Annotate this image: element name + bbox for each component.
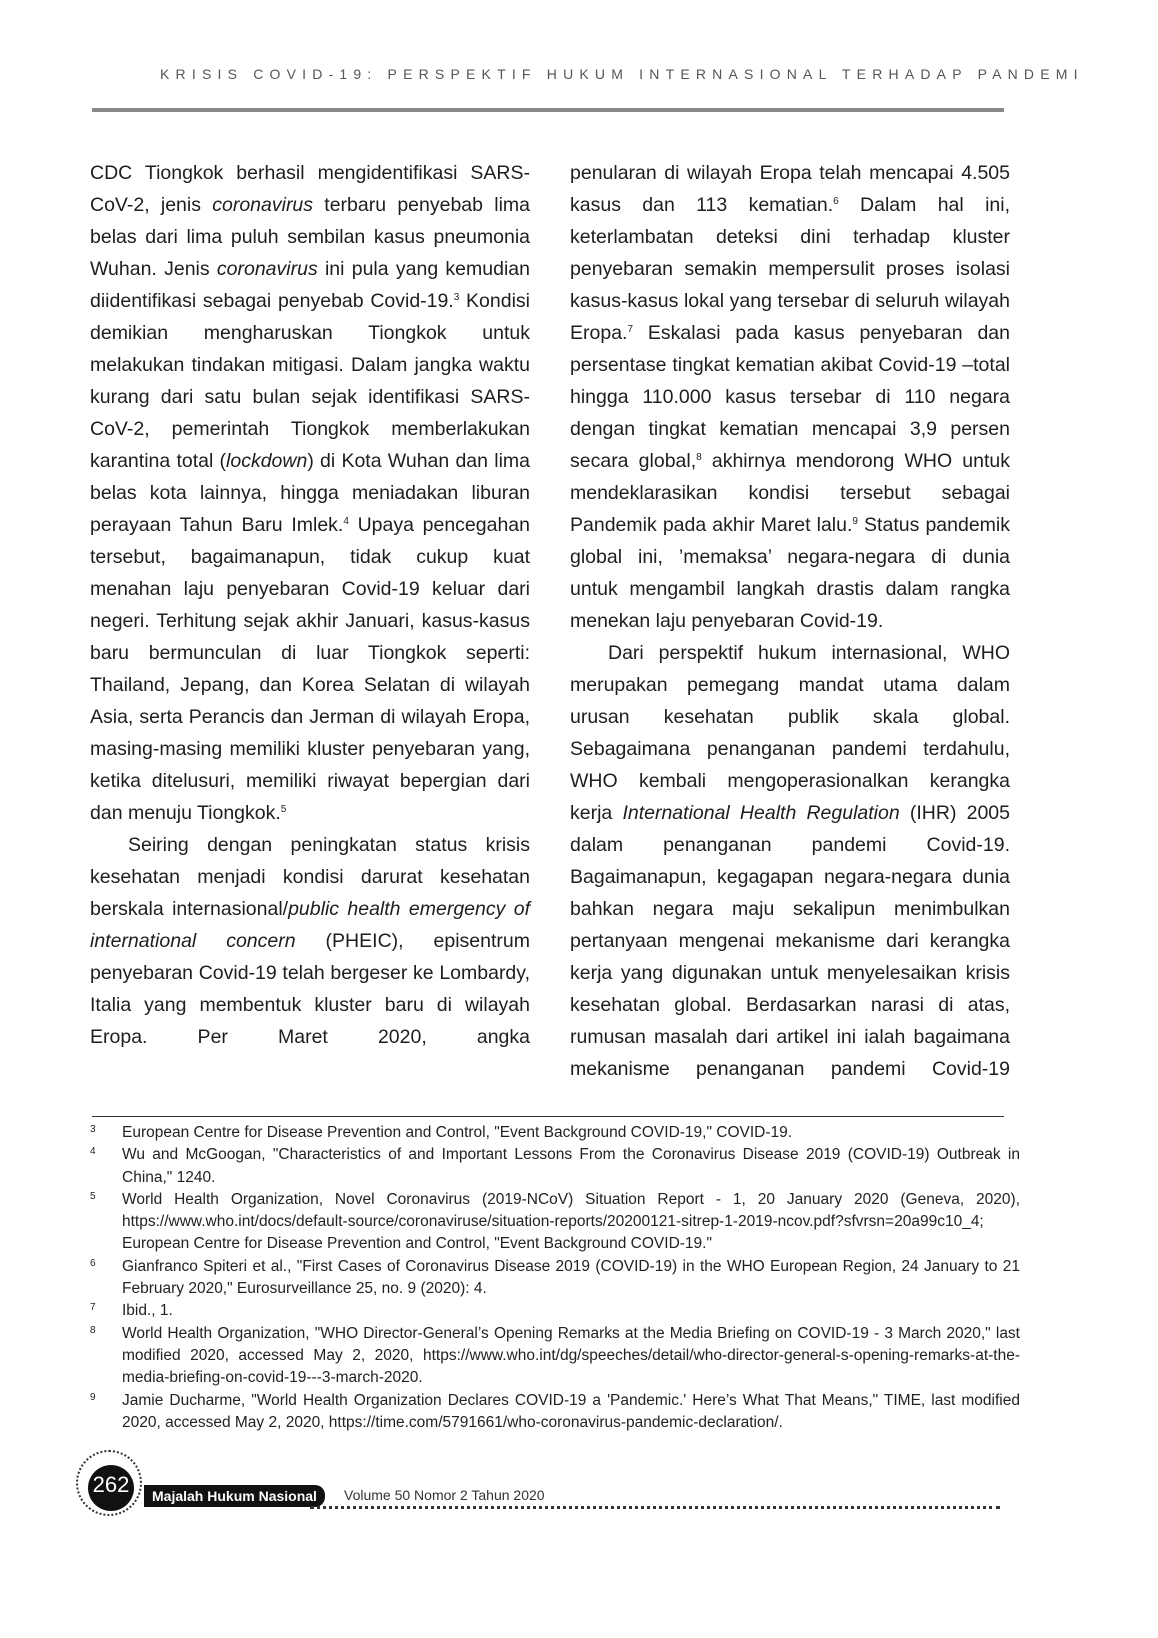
footnote	[90, 1122, 1020, 1144]
right-column	[570, 157, 1010, 1085]
text-run: Seiring dengan peningkatan status krisis kesehatan menjadi kondisi darurat kesehatan berskala internasional/	[90, 834, 530, 920]
footnote-rule	[92, 1116, 1004, 1117]
text-run: coronavirus	[216, 258, 318, 280]
footnote	[90, 1144, 1020, 1189]
footnote-number: 5	[90, 1190, 96, 1202]
text-run: penularan di wilayah Eropa telah mencapai 4.505 kasus dan 113 kematian.	[570, 162, 1010, 216]
text-run: coronavirus	[212, 194, 314, 216]
text-run: (IHR) 2005 dalam penanganan pandemi Covid-19. Bagaimanapun, kegagapan negara-negara dunia bahkan negara maju sekalipun menimbulkan pertanyaan mengenai mekanisme dari kerangka kerja yang digunakan untuk menyelesaikan krisis kesehatan global. Berdasarkan narasi di atas, rumusan masalah dari artikel ini ialah bagaimana mekanisme penanganan pandemi Covid-19	[570, 802, 1010, 1080]
footnote	[90, 1300, 1020, 1322]
footnote	[90, 1256, 1020, 1301]
footnote-number: 8	[90, 1324, 96, 1336]
footnote-number: 9	[90, 1391, 96, 1403]
footnote-reference: 3	[453, 292, 460, 303]
text-run: akhirnya mendorong WHO untuk mendeklarasikan kondisi tersebut sebagai Pandemik pada akhir Maret lalu.	[570, 450, 1010, 536]
footnote-text: Gianfranco Spiteri et al., "First Cases of Coronavirus Disease 2019 (COVID-19) in the WHO European Region, 24 January to 21 February 2020," Eurosurveillance 25, no. 9 (2020): 4.	[122, 1257, 1020, 1298]
footnote-number: 4	[90, 1146, 96, 1158]
text-run: Eskalasi pada kasus penyebaran dan persentase tingkat kematian akibat Covid-19 –total hingga 110.000 kasus tersebar di 110 negara dengan tingkat kematian mencapai 3,9 persen secara global,	[570, 322, 1010, 472]
text-run: public health emergency of international concern	[90, 898, 530, 952]
footnote-reference: 8	[696, 452, 702, 463]
body-paragraph	[90, 157, 530, 829]
footnote	[90, 1323, 1020, 1390]
journal-volume: Volume 50 Nomor 2 Tahun 2020	[344, 1487, 545, 1503]
journal-name: Majalah Hukum Nasional	[144, 1485, 325, 1507]
text-run: Kondisi demikian mengharuskan Tiongkok untuk melakukan tindakan mitigasi. Dalam jangka waktu kurang dari satu bulan sejak identifikasi SARS-CoV-2, pemerintah Tiongkok memberlakukan karantina total (	[90, 290, 531, 472]
text-run: terbaru penyebab lima belas dari lima puluh sembilan kasus pneumonia Wuhan. Jenis	[90, 194, 530, 280]
header-rule	[92, 108, 1004, 112]
footnote-text: Wu and McGoogan, "Characteristics of and Important Lessons From the Coronavirus Disease 2019 (COVID-19) Outbreak in China," 1240.	[122, 1146, 1020, 1186]
page-number: 262	[88, 1465, 134, 1511]
footer-dotted-line	[310, 1506, 1000, 1509]
left-column	[90, 157, 530, 1053]
text-run: International Health Regulation	[622, 802, 900, 824]
footnote-reference: 9	[852, 516, 858, 527]
footnote-text: World Health Organization, Novel Coronavirus (2019-NCoV) Situation Report - 1, 20 January 2020 (Geneva, 2020), https://www.who.int/docs/default-source/coronaviruse/situation-reports/20200121-sitrep-1-2019-ncov.pdf?sfvrsn=20a99c10_4; European Centre for Disease Prevention and Control, "Event Background COVID-19."	[122, 1190, 1020, 1253]
footnotes	[90, 1122, 1020, 1434]
footnote-number: 3	[90, 1124, 96, 1135]
body-paragraph	[570, 157, 1010, 637]
footnote-text: Jamie Ducharme, "World Health Organization Declares COVID-19 a 'Pandemic.' Here’s What That Means," TIME, last modified 2020, accessed May 2, 2020, https://time.com/5791661/who-coronavirus-pandemic-declaration/.	[122, 1391, 1020, 1431]
footnote	[90, 1189, 1020, 1256]
text-run: lockdown	[226, 450, 308, 472]
footnote-text: World Health Organization, "WHO Director-General’s Opening Remarks at the Media Briefing on COVID-19 - 3 March 2020," last modified 2020, accessed May 2, 2020, https://www.who.int/dg/speeches/detail/who-director-general-s-opening-remarks-at-the-media-briefing-on-covid-19---3-march-2020.	[122, 1324, 1020, 1387]
running-header: KRISIS COVID-19: PERSPEKTIF HUKUM INTERNASIONAL TERHADAP PANDEMI	[160, 66, 1084, 82]
text-run: ini pula yang kemudian diidentifikasi sebagai penyebab Covid-19.	[90, 258, 530, 312]
text-run: ) di Kota Wuhan dan lima belas kota lainnya, hingga meniadakan liburan perayaan Tahun Baru Imlek.	[90, 450, 530, 536]
text-run: Status pandemik global ini, ’memaksa’ negara-negara di dunia untuk mengambil langkah drastis dalam rangka menekan laju penyebaran Covid-19.	[570, 514, 1010, 632]
body-paragraph	[90, 829, 530, 1053]
text-run: CDC Tiongkok berhasil mengidentifikasi SARS-CoV-2, jenis	[90, 162, 530, 216]
text-run: Dari perspektif hukum internasional, WHO merupakan pemegang mandat utama dalam urusan kesehatan publik skala global. Sebagaimana penanganan pandemi terdahulu, WHO kembali mengoperasionalkan kerangka kerja	[570, 642, 1010, 824]
footnote-reference: 6	[833, 196, 839, 207]
footnote-reference: 5	[280, 804, 287, 815]
body-paragraph	[570, 637, 1010, 1085]
footnote-number: 6	[90, 1257, 96, 1269]
footnote-number: 7	[90, 1302, 96, 1314]
footnote-reference: 4	[343, 516, 349, 527]
text-run: (PHEIC), episentrum penyebaran Covid-19 telah bergeser ke Lombardy, Italia yang membentuk kluster baru di wilayah Eropa. Per Maret 2020, angka	[90, 930, 530, 1048]
footnote-text: European Centre for Disease Prevention and Control, "Event Background COVID-19," COVID-19.	[122, 1124, 793, 1141]
footnote-reference: 7	[627, 324, 634, 335]
footnote	[90, 1390, 1020, 1435]
text-run: Upaya pencegahan tersebut, bagaimanapun, tidak cukup kuat menahan laju penyebaran Covid-19 keluar dari negeri. Terhitung sejak akhir Januari, kasus-kasus baru bermunculan di luar Tiongkok seperti: Thailand, Jepang, dan Korea Selatan di wilayah Asia, serta Perancis dan Jerman di wilayah Eropa, masing-masing memiliki kluster penyebaran yang, ketika ditelusuri, memiliki riwayat bepergian dari dan menuju Tiongkok.	[90, 514, 530, 824]
footnote-text: Ibid., 1.	[122, 1302, 173, 1320]
text-run: Dalam hal ini, keterlambatan deteksi dini terhadap kluster penyebaran semakin mempersulit proses isolasi kasus-kasus lokal yang tersebar di seluruh wilayah Eropa.	[570, 194, 1010, 344]
